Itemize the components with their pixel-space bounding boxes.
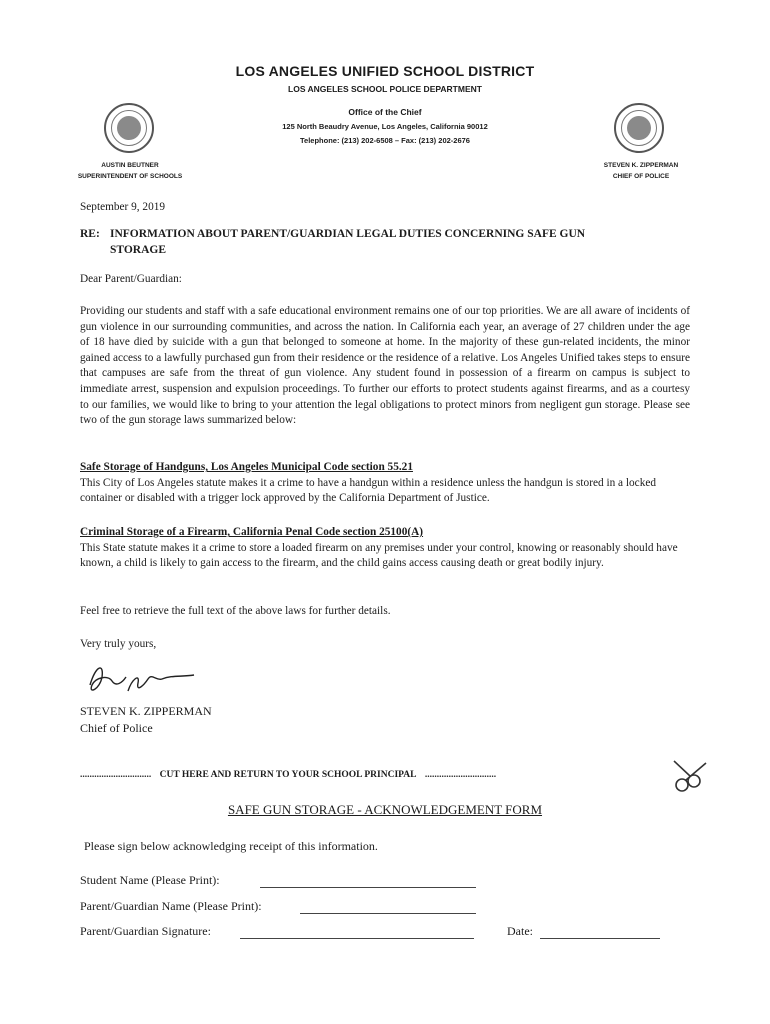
superintendent-title: SUPERINTENDENT OF SCHOOLS	[77, 173, 183, 180]
section2-text: This State statute makes it a crime to store a loaded firearm on any premises under your control, knowing or reasonably should have known, a child is likely to gain access to the firearm, and the child gains access causing death or great bodily injury.	[80, 541, 678, 570]
signer-title: Chief of Police	[80, 721, 153, 735]
signature-label: Parent/Guardian Signature:	[80, 924, 211, 938]
department-name: LOS ANGELES SCHOOL POLICE DEPARTMENT	[288, 84, 482, 94]
date-field[interactable]	[540, 938, 660, 939]
subject-line	[80, 226, 680, 258]
superintendent-name: AUSTIN BEUTNER	[101, 162, 159, 169]
section2-heading: Criminal Storage of a Firearm, California Penal Code section 25100(A)	[80, 526, 424, 538]
cut-line	[80, 770, 690, 780]
student-name-field[interactable]	[260, 887, 476, 888]
salutation: Dear Parent/Guardian:	[80, 273, 182, 285]
subject-line-2: STORAGE	[110, 244, 167, 256]
district-seal-left-icon	[104, 103, 154, 153]
form-instruction: Please sign below acknowledging receipt of this information.	[84, 839, 378, 853]
cut-instruction: CUT HERE AND RETURN TO YOUR SCHOOL PRINCIPAL	[159, 770, 417, 780]
section-penal-code	[80, 525, 690, 572]
section1-text: This City of Los Angeles statute makes it a crime to have a handgun within a residence unless the handgun is stored in a locked container or disabled with a trigger lock approved by the California Department of Justice.	[80, 476, 657, 505]
police-chief-title: CHIEF OF POLICE	[612, 173, 670, 180]
office-address: 125 North Beaudry Avenue, Los Angeles, California 90012	[282, 122, 488, 131]
district-seal-right-icon	[614, 103, 664, 153]
office-name: Office of the Chief	[348, 107, 422, 117]
student-name-label: Student Name (Please Print):	[80, 873, 220, 887]
form-title: SAFE GUN STORAGE - ACKNOWLEDGEMENT FORM	[227, 802, 543, 817]
subject-label: RE:	[80, 228, 100, 240]
date-label: Date:	[507, 924, 533, 938]
intro-paragraph: Providing our students and staff with a safe educational environment remains one of our top priorities. We are all aware of incidents of gun violence in our surrounding communities, and across the nation. In California each year, an average of 27 children under the age of 18 have died by suicide with a gun that belonged to someone at home. In the majority of these gun-related incidents, the minor gained access to a lawfully purchased gun from their residence or the residence of a relative. Los Angeles Unified takes steps to ensure that campuses are safe from the threat of gun violence. Any student found in possession of a firearm on campus is subject to immediate arrest, suspension and expulsion proceedings. To further our efforts to protect students against firearms, and as a courtesy to our families, we would like to bring to your attention the legal obligations to protect minors from negligent gun storage. Please see two of the gun storage laws summarized below:	[80, 305, 690, 427]
district-title: LOS ANGELES UNIFIED SCHOOL DISTRICT	[235, 63, 535, 79]
superintendent-block	[50, 160, 210, 182]
police-chief-name: STEVEN K. ZIPPERMAN	[603, 162, 679, 169]
office-telephone: Telephone: (213) 202-6508 – Fax: (213) 202-2676	[300, 136, 470, 145]
valediction: Very truly yours,	[80, 638, 157, 650]
parent-name-field[interactable]	[300, 913, 476, 914]
police-chief-block	[566, 160, 716, 182]
section1-heading: Safe Storage of Handguns, Los Angeles Municipal Code section 55.21	[80, 461, 413, 473]
letter-date: September 9, 2019	[80, 201, 166, 213]
signature-image	[82, 655, 202, 700]
section-municipal-code	[80, 460, 690, 507]
subject-line-1: INFORMATION ABOUT PARENT/GUARDIAN LEGAL DUTIES CONCERNING SAFE GUN	[110, 228, 586, 240]
closing-note: Feel free to retrieve the full text of the above laws for further details.	[80, 605, 391, 617]
parent-name-label: Parent/Guardian Name (Please Print):	[80, 899, 262, 913]
signer-name: STEVEN K. ZIPPERMAN	[80, 704, 212, 718]
signature-field[interactable]	[240, 938, 474, 939]
cut-dots-right: ..............................	[424, 770, 497, 780]
cut-dots-left: ..............................	[80, 770, 152, 780]
scissors-icon	[668, 755, 710, 795]
